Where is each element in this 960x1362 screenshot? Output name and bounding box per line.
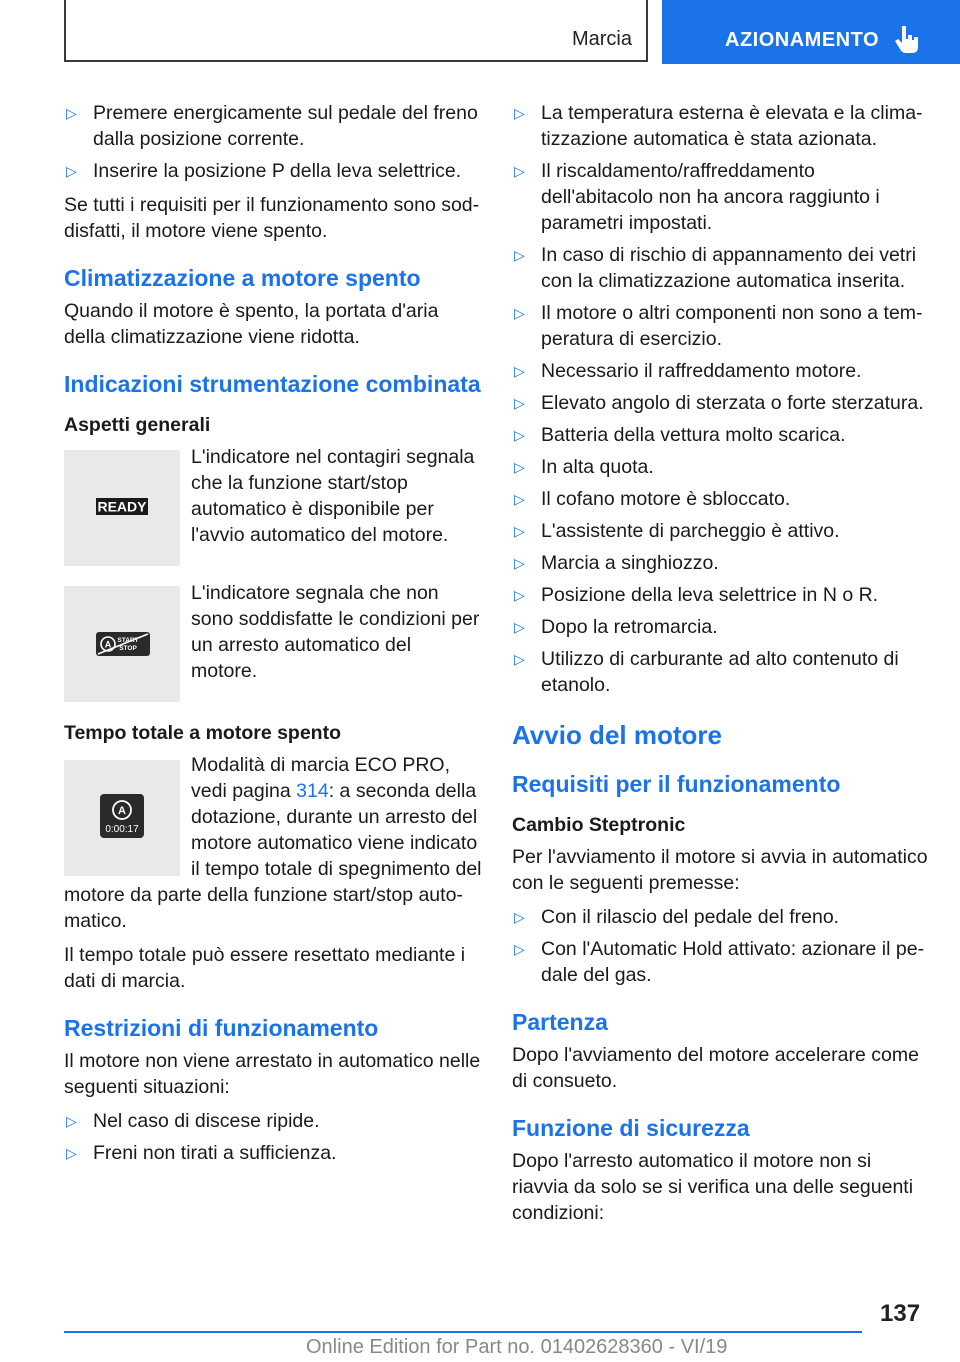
footer-divider [64,1331,862,1333]
list-item: ▷ Batteria della vettura molto scarica. [514,424,846,446]
paragraph: Il motore non viene arrestato in automatico nelle seguenti situazioni: [64,1050,481,1098]
paragraph: Il tempo totale può essere resettato mediante i dati di marcia. [64,944,466,992]
paragraph: Modalità di marcia ECO PRO, vedi pagina [191,754,450,802]
triangle-bullet-icon: ▷ [514,651,525,667]
triangle-bullet-icon: ▷ [514,305,525,321]
figure-caption: L'indicatore nel contagiri segnala che la funzione start/stop automatico è disponibile per l'avvio automatico del motore. [191,446,475,546]
list-item: ▷ Elevato angolo di sterzata o forte sterzatura. [514,392,924,414]
list-item: ▷ Necessario il raffreddamento motore. [514,360,862,382]
list-item: ▷ Inserire la posizione P della leva selettrice. [66,160,462,182]
paragraph: Dopo l'arresto automatico il motore non si riavvia da solo se si verifica una delle seguenti condizioni: [512,1150,914,1224]
list-item: ▷ Il cofano motore è sbloccato. [514,488,791,510]
list-item: ▷ L'assistente di parcheggio è attivo. [514,520,840,542]
start-stop-indicator-image [64,586,180,702]
heading-avvio: Avvio del motore [512,720,722,750]
triangle-bullet-icon: ▷ [514,427,525,443]
list-item: ▷ Nel caso di discese ripide. [66,1110,320,1132]
heading-clima: Climatizzazione a motore spento [64,265,421,291]
triangle-bullet-icon: ▷ [514,619,525,635]
list-item: ▷ Il motore o altri componenti non sono a temperatura di esercizio. [514,302,923,350]
triangle-bullet-icon: ▷ [66,163,77,179]
list-item: ▷ In caso di rischio di appannamento dei vetri con la climatizzazione automatica inserita. [514,244,917,292]
triangle-bullet-icon: ▷ [514,941,525,957]
figure-timer: A 0:00:17 Modalità di marcia ECO PRO, vedi pagina 314: a seconda della dotazione, durante un arresto del motore automatico viene indicato il tempo totale di spegnimento del motore da parte della funzione start/stop automatico. [64,754,482,932]
triangle-bullet-icon: ▷ [66,1113,77,1129]
triangle-bullet-icon: ▷ [514,363,525,379]
heading-restrizioni: Restrizioni di funzionamento [64,1015,379,1041]
svg-text:A: A [118,805,126,817]
section-title: Marcia [571,28,632,50]
paragraph: Dopo l'avviamento del motore accelerare come di consueto. [512,1044,919,1092]
list-item: ▷ Dopo la retromarcia. [514,616,718,638]
list-item: ▷ Posizione della leva selettrice in N o R. [514,584,879,606]
list-item: ▷ Premere energicamente sul pedale del freno dalla posizione corrente. [66,102,478,150]
chapter-title: AZIONAMENTO [725,29,880,51]
section-tab [64,0,648,62]
triangle-bullet-icon: ▷ [514,395,525,411]
right-column [512,100,932,1234]
triangle-bullet-icon: ▷ [66,105,77,121]
triangle-bullet-icon: ▷ [514,459,525,475]
figure-startstop [64,580,482,706]
paragraph: Per l'avviamento il motore si avvia in automatico con le seguenti premesse: [512,846,928,894]
triangle-bullet-icon: ▷ [514,491,525,507]
list-item: ▷ Il riscaldamento/raffreddamento dell'abitacolo non ha ancora raggiunto i parametri impostati. [514,160,880,234]
list-item: ▷ La temperatura esterna è elevata e la climatizzazione automatica è stata azionata. [514,102,923,150]
triangle-bullet-icon: ▷ [514,523,525,539]
paragraph: Se tutti i requisiti per il funzionamento sono soddisfatti, il motore viene spento. [64,194,480,242]
list-item: ▷ In alta quota. [514,456,654,478]
page-header [0,0,960,66]
heading-tempo: Tempo totale a motore spento [64,722,341,744]
heading-cambio: Cambio Steptronic [512,814,686,836]
figure-caption: L'indicatore segnala che non sono soddisfatte le condizioni per un arresto automatico del motore. [191,582,480,682]
triangle-bullet-icon: ▷ [514,587,525,603]
heading-sicurezza: Funzione di sicurezza [512,1115,750,1141]
list-item: ▷ Con l'Automatic Hold attivato: azionare il pedale del gas. [514,938,925,986]
timer-label: 0:00:17 [105,824,139,835]
triangle-bullet-icon: ▷ [514,105,525,121]
hand-pointer-icon [894,24,920,54]
figure-ready [64,444,482,570]
triangle-bullet-icon: ▷ [66,1145,77,1161]
svg-text:A: A [104,639,112,650]
ready-label: READY [97,498,147,515]
heading-aspetti: Aspetti generali [64,414,211,436]
page-number: 137 [880,1300,921,1327]
bullet-list [512,100,932,698]
triangle-bullet-icon: ▷ [514,909,525,925]
ready-indicator-image [64,450,180,566]
paragraph: Quando il motore è spento, la portata d'aria della climatizzazione viene ridotta. [64,300,439,348]
bullet-list [64,1108,482,1166]
heading-indicazioni: Indicazioni strumentazione combinata [64,371,481,397]
heading-requisiti: Requisiti per il funzionamento [512,771,841,797]
chapter-tab [662,0,960,64]
triangle-bullet-icon: ▷ [514,555,525,571]
triangle-bullet-icon: ▷ [514,163,525,179]
page-link[interactable]: 314 [296,780,329,802]
list-item: ▷ Freni non tirati a sufficienza. [66,1142,337,1164]
list-item: ▷ Con il rilascio del pedale del freno. [514,906,840,928]
heading-partenza: Partenza [512,1009,608,1035]
start-stop-label: START [117,637,139,644]
list-item: ▷ Utilizzo di carburante ad alto contenuto di etanolo. [514,648,899,696]
left-column [64,100,482,1174]
bullet-list [64,100,482,184]
stop-timer-image [64,760,180,876]
edition-footer: Online Edition for Part no. 01402628360 - VI/19 [306,1336,728,1358]
list-item: ▷ Marcia a singhiozzo. [514,552,719,574]
triangle-bullet-icon: ▷ [514,247,525,263]
bullet-list [512,904,932,988]
svg-text:STOP: STOP [119,645,137,652]
